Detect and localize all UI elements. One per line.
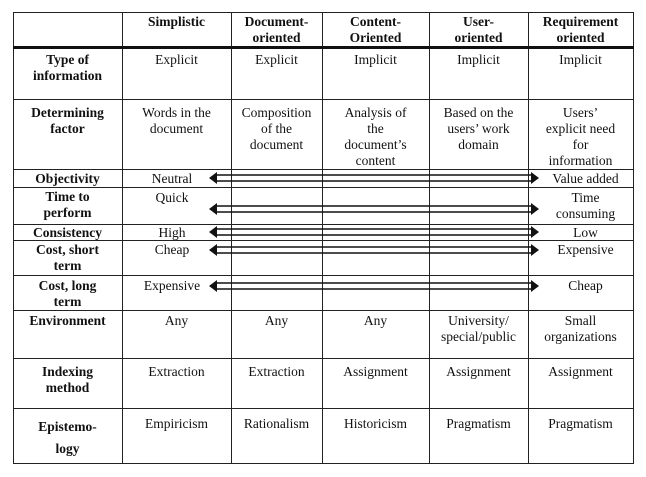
table-border-right — [633, 12, 634, 464]
spectrum-arrow-cost-short-term — [209, 243, 539, 257]
table-cell: Based on the users’ work domain — [443, 105, 514, 152]
row-label-consistency: Consistency — [32, 225, 102, 240]
table-cell: Extraction — [248, 364, 305, 379]
table-cell: Assignment — [343, 364, 408, 379]
row-label-environment: Environment — [29, 313, 106, 328]
row-label-objectivity: Objectivity — [35, 171, 100, 186]
table-cell: Any — [164, 313, 189, 328]
row-label-determining-factor: Determining factor — [31, 105, 104, 136]
table-cell: Any — [363, 313, 388, 328]
table-cell: Neutral — [151, 171, 193, 186]
row-separator — [13, 187, 634, 188]
table-cell: Time consuming — [555, 190, 616, 221]
header-rule — [13, 46, 634, 49]
column-header-document-oriented: Document- oriented — [244, 14, 309, 45]
table-cell: Explicit — [155, 52, 198, 67]
row-separator — [13, 99, 634, 100]
table-cell: Empiricism — [145, 416, 208, 431]
row-label-epistemology: Epistemo- logy — [38, 419, 97, 456]
table-cell: University/ special/public — [441, 313, 516, 344]
row-separator — [13, 408, 634, 409]
row-label-cost-long-term: Cost, long term — [38, 278, 97, 309]
table-cell: Historicism — [344, 416, 407, 431]
row-separator — [13, 169, 634, 170]
table-cell: Assignment — [548, 364, 613, 379]
table-cell: Cheap — [154, 242, 190, 257]
table-cell: Implicit — [559, 52, 602, 67]
table-cell: Assignment — [446, 364, 511, 379]
table-cell: Users’ explicit need for information — [545, 105, 616, 168]
column-header-user-oriented: User- oriented — [454, 14, 503, 45]
table-cell: Any — [264, 313, 289, 328]
spectrum-arrow-objectivity — [209, 171, 539, 185]
spectrum-arrow-consistency — [209, 225, 539, 239]
table-cell: Implicit — [457, 52, 500, 67]
table-cell: Quick — [155, 190, 189, 205]
table-cell: Analysis of the document’s content — [344, 105, 407, 168]
table-cell: Pragmatism — [446, 416, 511, 431]
column-header-requirement-oriented: Requirement oriented — [542, 14, 619, 45]
table-cell: Pragmatism — [548, 416, 613, 431]
row-label-time-to-perform: Time to perform — [43, 189, 92, 220]
spectrum-arrow-cost-long-term — [209, 279, 539, 293]
table-border-bottom — [13, 463, 634, 464]
table-border-top — [13, 12, 634, 13]
spectrum-arrow-time-to-perform — [209, 202, 539, 216]
row-separator — [13, 358, 634, 359]
row-separator — [13, 275, 634, 276]
row-label-cost-short-term: Cost, short term — [36, 242, 99, 273]
table-cell: Small organizations — [544, 313, 617, 344]
table-cell: Expensive — [143, 278, 201, 293]
table-cell: Rationalism — [243, 416, 310, 431]
column-header-simplistic: Simplistic — [147, 14, 205, 29]
table-cell: Cheap — [568, 278, 603, 293]
indexing-comparison-table — [13, 12, 634, 464]
table-cell: Value added — [552, 171, 619, 186]
table-cell: Low — [573, 225, 598, 240]
table-cell: Implicit — [354, 52, 397, 67]
row-separator — [13, 310, 634, 311]
table-cell: Extraction — [148, 364, 205, 379]
table-cell: Words in the document — [142, 105, 211, 136]
row-label-type-of-information: Type of information — [33, 52, 102, 83]
column-header-content-oriented: Content- Oriented — [349, 14, 402, 45]
table-cell: Explicit — [255, 52, 298, 67]
table-cell: Expensive — [557, 242, 614, 257]
table-cell: Composition of the document — [241, 105, 312, 152]
row-label-indexing-method: Indexing method — [41, 364, 94, 395]
table-cell: High — [158, 225, 186, 240]
